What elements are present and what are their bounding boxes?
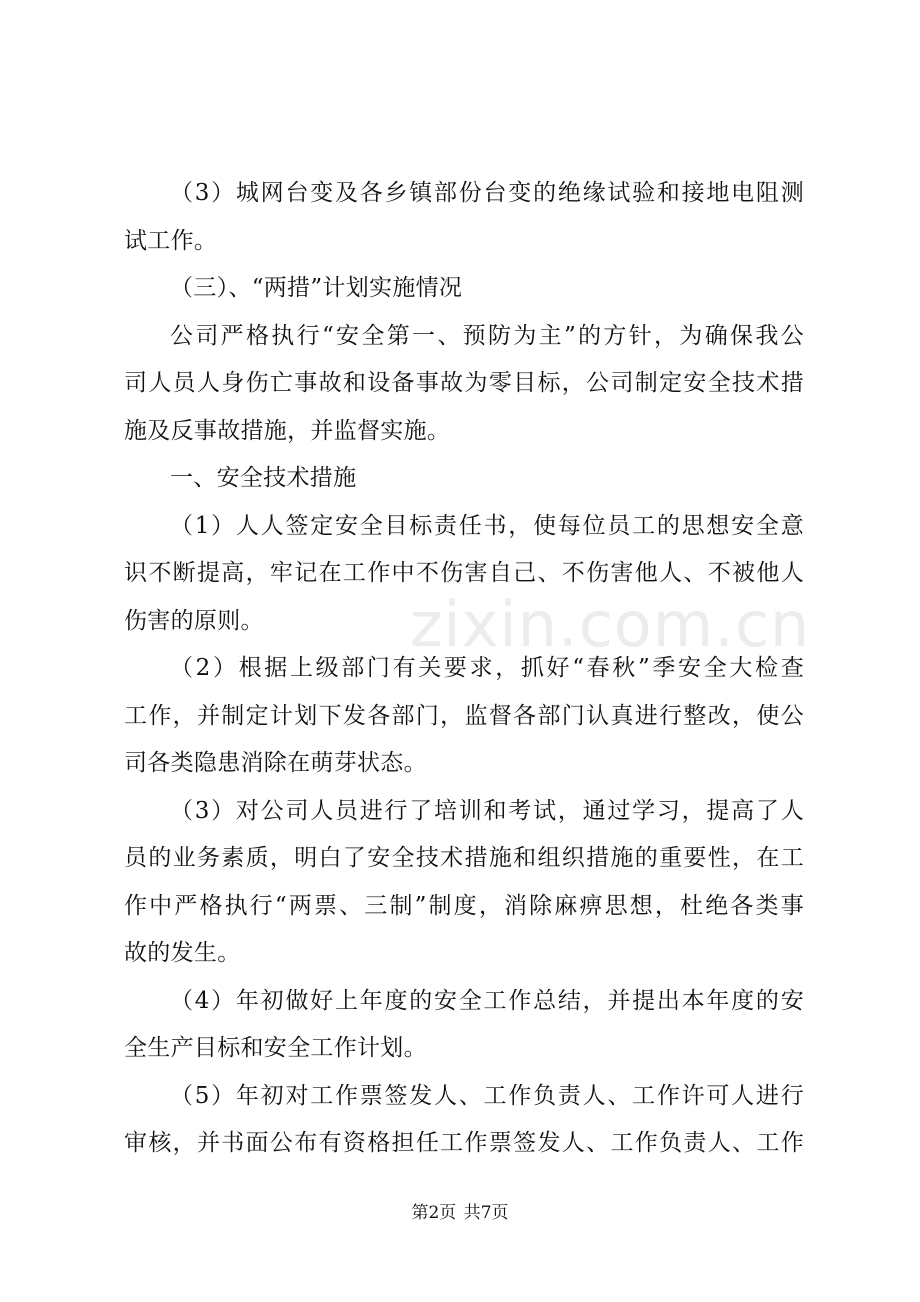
paragraph-line: 作中严格执行“两票、三制”制度，消除麻痹思想，杜绝各类事 — [124, 892, 804, 919]
paragraph-line: 审核，并书面公布有资格担任工作票签发人、工作负责人、工作 — [124, 1130, 804, 1156]
paragraph-line: 施及反事故措施，并监督实施。 — [124, 417, 451, 444]
paragraph-line: （5）年初对工作票签发人、工作负责人、工作许可人进行 — [170, 1082, 804, 1109]
paragraph-line: 司各类隐患消除在萌芽状态。 — [124, 750, 427, 776]
paragraph-line: （3）城网台变及各乡镇部份台变的绝缘试验和接地电阻测 — [170, 180, 804, 206]
document-body — [124, 170, 804, 1168]
paragraph-line: 全生产目标和安全工作计划。 — [124, 1035, 427, 1061]
watermark: zixin.com.cn — [410, 588, 811, 661]
paragraph-line: （2）根据上级部门有关要求，抓好“春秋”季安全大检查 — [170, 655, 804, 681]
paragraph-line: 员的业务素质，明白了安全技术措施和组织措施的重要性，在工 — [124, 845, 804, 871]
paragraph-line: （4）年初做好上年度的安全工作总结，并提出本年度的安 — [170, 987, 804, 1014]
paragraph-line: 伤害的原则。 — [124, 607, 264, 634]
paragraph-line: 司人员人身伤亡事故和设备事故为零目标，公司制定安全技术措 — [124, 370, 804, 396]
paragraph-line: 故的发生。 — [124, 940, 241, 966]
paragraph-line: 公司严格执行“安全第一、预防为主”的方针，为确保我公 — [170, 322, 804, 349]
paragraph-line: 工作，并制定计划下发各部门，监督各部门认真进行整改，使公 — [124, 702, 804, 729]
paragraph-line: （1）人人签定安全目标责任书，使每位员工的思想安全意 — [170, 512, 804, 539]
paragraph-line: （3）对公司人员进行了培训和考试，通过学习，提高了人 — [170, 797, 804, 824]
paragraph-line: 识不断提高，牢记在工作中不伤害自己、不伤害他人、不被他人 — [124, 560, 804, 586]
section-heading: 一、安全技术措施 — [170, 465, 357, 491]
section-heading: （三）、“两措”计划实施情况 — [170, 275, 463, 301]
page-footer: 第2页 共7页 — [411, 1203, 509, 1223]
paragraph-line: 试工作。 — [124, 227, 218, 254]
